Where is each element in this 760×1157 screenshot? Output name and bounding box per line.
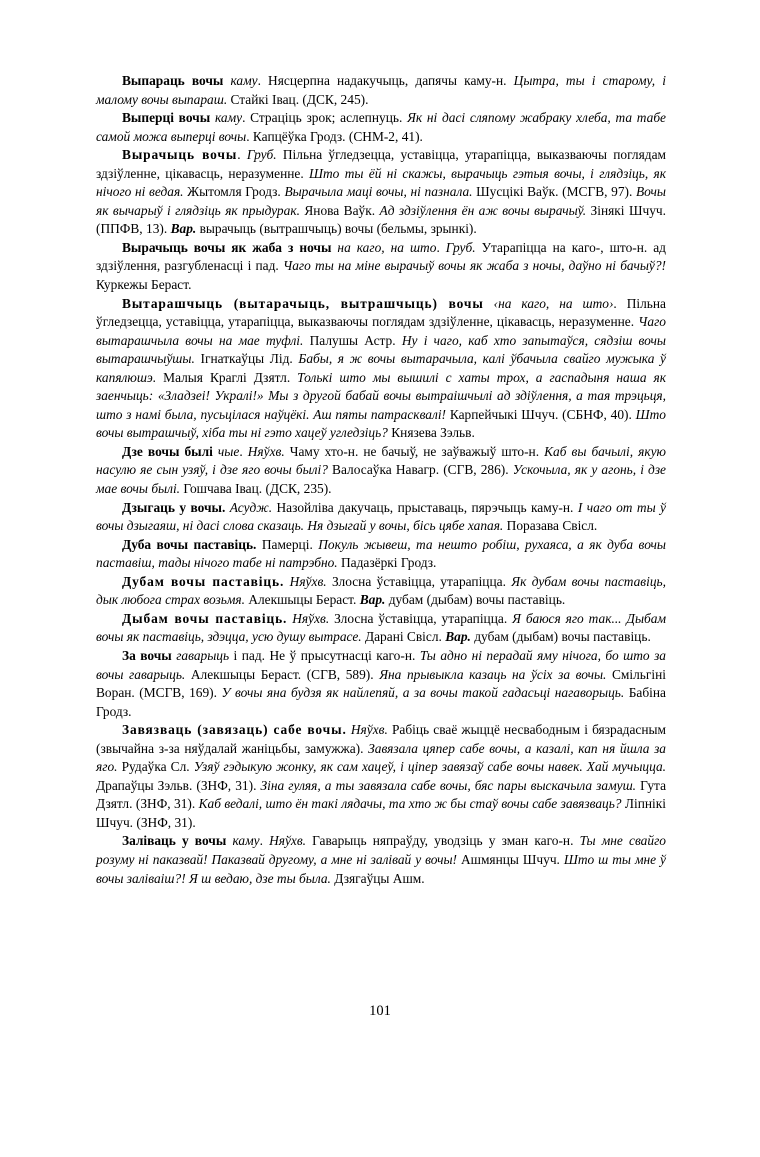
entry-italic-text: Каб вы бачылі, якую насулю яе сын узяў, і дзе яго вочы былі? <box>96 443 666 478</box>
entry-roman-text: Зінякі Шчуч. (ППФВ, 13). <box>96 202 666 237</box>
dictionary-entry <box>96 647 666 721</box>
entry-italic-text: Зіна гуляя, а ты завязала сабе вочы, бяс пары выскачыла замуш. <box>260 777 637 793</box>
entry-italic-text: Што ты ёй ні скажы, вырачыць гэтыя вочы, і глядзіць, як нічого ні ведая. <box>96 165 666 200</box>
entry-italic-text: каму <box>210 110 243 126</box>
entry-headword: Вырачыць вочы <box>122 147 238 163</box>
entry-roman-text: Назойліва дакучаць, прыставаць, пярэчыць каму-н. <box>272 499 578 515</box>
entry-italic-text: Няўхв. <box>247 443 285 459</box>
dictionary-entry <box>96 239 666 295</box>
entry-roman-text: Янова Ваўк. <box>299 202 380 218</box>
entry-roman-text: Карпейчыкі Шчуч. (СБНФ, 40). <box>446 406 636 422</box>
entry-roman-text: Ліпнікі Шчуч. (ЗНФ, 31). <box>96 796 666 830</box>
entry-italic-text: Ты мне свайго розуму ні паказвай! Паказвай другому, а мне ні залівай у вочы! <box>96 833 666 867</box>
dictionary-entry <box>96 573 666 610</box>
entry-italic-text: ‹на каго, на што› <box>483 295 614 311</box>
entry-italic-text: Няўхв. <box>269 833 307 849</box>
entry-variant-label: Вар. <box>170 221 197 237</box>
entry-headword: Дзыгаць у вочы. <box>122 499 226 515</box>
dictionary-entry <box>96 295 666 443</box>
entry-roman-text: Злосна ўставіцца, утарапіцца. <box>326 573 512 589</box>
entry-italic-text: чые <box>212 443 240 459</box>
entry-italic-text: Ускочыла, як у агонь, і дзе мае вочы былі. <box>96 462 666 497</box>
entry-headword: Вырачыць вочы як жаба з ночы <box>122 239 332 255</box>
entry-roman-text: Палушы Астр. <box>303 332 402 348</box>
entry-italic-text: І чаго от ты ў вочы дзыгаяш, ні дасі слова сказаць. Ня дзыгай у вочы, бісь цябе хапая. <box>96 499 666 534</box>
dictionary-entry <box>96 443 666 499</box>
entry-italic-text: Няўхв. <box>350 722 388 738</box>
entry-italic-text: Вырачыла маці вочы, ні пазнала. <box>284 184 473 200</box>
entry-roman-text: . <box>259 833 270 849</box>
entry-roman-text: Гута Дзятл. (ЗНФ, 31). <box>96 777 667 812</box>
entry-roman-text: дубам (дыбам) вочы паставіць. <box>385 592 566 608</box>
entry-italic-text: Ты адно ні перадай яму нічога, бо што за вочы гаварыць. <box>96 647 666 682</box>
entry-headword: Дыбам вочы паставіць. <box>122 610 288 626</box>
entry-italic-text: Чаго вытарашчыла вочы на мае туфлі. <box>96 314 666 348</box>
entry-roman-text: Дзягаўцы Ашм. <box>330 870 425 886</box>
entry-headword: Заліваць у вочы <box>122 833 227 849</box>
entry-italic-text: Ад здзіўлення ён аж вочы вырачыў. <box>379 202 587 218</box>
entry-roman-text: . <box>436 239 446 255</box>
dictionary-entry <box>96 72 666 109</box>
dictionary-entry <box>96 536 666 573</box>
entry-headword: Выпараць вочы <box>122 73 224 88</box>
entry-italic-text: Няўхв. <box>292 610 330 626</box>
entry-italic-text: Чаго ты на міне вырачыў вочы як жаба з ночы, даўно ні бачыў?! <box>283 258 667 274</box>
entry-italic-text: Груб. <box>246 147 277 163</box>
entry-italic-text: Яна прывыкла казаць на ўсіх за вочы. <box>379 666 607 682</box>
entry-roman-text: Гаварыць няпраўду, уводзіць у зман каго-н. <box>306 833 580 849</box>
entry-headword: Дубам вочы паставіць. <box>122 573 285 589</box>
dictionary-entry <box>96 499 666 536</box>
entry-roman-text: . Пільна ўгледзецца, уставіцца, утарапіцца, выказваючы поглядам здзіўленне, цікавасць, неразуменне. <box>96 295 666 330</box>
entry-roman-text: Драпаўцы Зэльв. (ЗНФ, 31). <box>96 777 261 793</box>
entry-italic-text: каму <box>223 73 258 88</box>
entry-roman-text: Алекшыцы Бераст. (СГВ, 589). <box>185 666 380 682</box>
entry-italic-text: Як ні дасі сляпому жабраку хлеба, та табе самой можа выперці вочы <box>96 110 667 144</box>
entry-roman-text: Ашмянцы Шчуч. <box>457 851 564 867</box>
entries-container <box>96 72 666 888</box>
entry-roman-text: . Страціць зрок; аслепнуць. <box>242 110 408 126</box>
entry-roman-text: Гошчава Івац. (ДСК, 235). <box>180 481 332 497</box>
entry-roman-text: Стайкі Івац. (ДСК, 245). <box>227 91 369 107</box>
entry-roman-text: . <box>237 147 247 163</box>
entry-roman-text: . Капцёўка Гродз. (СНМ-2, 41). <box>246 128 423 144</box>
entry-italic-text: Асудж. <box>229 499 273 515</box>
entry-roman-text: і пад. Не ў прысутнасці каго-н. <box>229 647 420 663</box>
entry-roman-text: Пільна ўгледзецца, уставіцца, утарапіцца, выказваючы поглядам здзіўленне, цікавасць, неразуменне. <box>96 147 666 181</box>
dictionary-entry <box>96 146 666 239</box>
entry-italic-text: Бабы, я ж вочы вытарачыла, калі ўбачыла свайго мужыка ў капялюшэ. <box>96 351 666 385</box>
entry-roman-text: Бабіна Гродз. <box>96 685 667 719</box>
entry-italic-text: Толькі што мы вышилі с хаты трох, а гаспадыня наша як заенчыць: «Зладзеі! Укралі!» Мы з другой бабай вочы вытраішчылі ад здіўлення, а тая трэцьця, што з намі была, пусьцілася наўцёкі. Аш пяты патрасквалі! <box>96 369 666 422</box>
entry-roman-text: Ігнаткаўцы Лід. <box>194 351 299 367</box>
entry-headword: Завязваць (завязаць) сабе вочы. <box>122 722 347 738</box>
entry-italic-text: каму <box>226 833 260 849</box>
entry-roman-text: . Нясцерпна надакучыць, дапячы каму-н. <box>257 73 514 88</box>
entry-italic-text: Няўхв. <box>289 573 327 589</box>
entry-italic-text: У вочы яна будзя як найлепяй, а за вочы такой гадасьці нагаворыць. <box>221 685 625 701</box>
entry-roman-text: Смільгіні Воран. (МСГВ, 169). <box>96 666 666 701</box>
entry-roman-text: Князева Зэльв. <box>387 425 475 441</box>
entry-headword: Дуба вочы паставіць. <box>122 536 257 552</box>
entry-roman-text: Поразава Свісл. <box>503 518 598 534</box>
entry-headword: Вытарашчыць (вытарачыць, вытрашчыць) вочы <box>122 295 484 311</box>
entry-italic-text: Што вочы вытрашчыў, хіба ты ні гэто хацеў угледзіць? <box>96 406 666 441</box>
entry-italic-text: Я баюся яго так... Дыбам вочы як паставіць, здэцца, усю душу вытрасе. <box>96 610 666 645</box>
entry-italic-text: Што ш ты мне ў вочы заліваіш?! Я ш ведаю, дзе ты была. <box>96 851 666 886</box>
entry-roman-text: Памерці. <box>256 536 319 552</box>
entry-headword: Дзе вочы былі <box>122 443 213 459</box>
entry-italic-text: Покуль жывеш, та нешто робіш, рухаяса, а як дуба вочы паставіш, тады нічого табе ні патрэбно. <box>96 536 666 571</box>
entry-roman-text: Рабіць сваё жыццё несвабодным і бязрадасным (звычайна з-за няўдалай жаніцьбы, замужжа). <box>96 722 666 756</box>
entry-roman-text: вырачыць (вытрашчыць) вочы (бельмы, зрынкі). <box>196 221 477 237</box>
entry-roman-text: Злосна ўставіцца, утарапіцца. <box>329 610 513 626</box>
entry-italic-text: Ну і чаго, каб хто запытаўся, сядзіш вочы вытарашчыўшы. <box>96 332 666 367</box>
entry-italic-text: гаварыць <box>171 647 230 663</box>
entry-roman-text: Утарапіцца на каго-, што-н. ад здзіўлення, разгубленасці і пад. <box>96 239 667 274</box>
entry-roman-text: Алекшыцы Бераст. <box>244 592 360 608</box>
entry-headword: За вочы <box>122 647 172 663</box>
entry-roman-text: Падазёркі Гродз. <box>337 555 437 571</box>
dictionary-entry <box>96 610 666 647</box>
entry-italic-text: Вочы як вычарыў і глядзіць як прыдурак. <box>96 184 666 218</box>
entry-variant-label: Вар. <box>445 629 471 645</box>
entry-roman-text: Рудаўка Сл. <box>117 759 194 775</box>
dictionary-entry <box>96 109 666 146</box>
entry-italic-text: Цытра, ты і старому, і малому вочы выпараш. <box>96 73 666 107</box>
entry-roman-text: . <box>239 443 248 459</box>
entry-italic-text: Як дубам вочы паставіць, дык любога страх возьмя. <box>96 573 666 608</box>
entry-italic-text: Груб. <box>445 239 476 255</box>
entry-headword: Выперці вочы <box>122 110 211 126</box>
dictionary-entry <box>96 832 666 888</box>
entry-roman-text: Жытомля Гродз. <box>183 184 285 200</box>
entry-italic-text: на каго, на што <box>331 239 437 255</box>
entry-roman-text: Чаму хто-н. не бачыў, не заўважыў што-н. <box>284 443 545 459</box>
entry-roman-text: Дарані Свісл. <box>361 629 446 645</box>
dictionary-entry <box>96 721 666 832</box>
entry-italic-text: Завязала цяпер сабе вочы, а казалі, кап ня йшла за яго. <box>96 740 667 775</box>
entry-roman-text: Куркежы Бераст. <box>96 277 192 293</box>
page-number: 101 <box>369 1003 391 1019</box>
entry-roman-text: Валосаўка Навагр. (СГВ, 286). <box>327 462 513 478</box>
entry-roman-text: Шусцікі Ваўк. (МСГВ, 97). <box>472 184 636 200</box>
entry-roman-text: Малыя Краглі Дзятл. <box>156 369 298 385</box>
entry-italic-text: Каб ведалі, што ён такі лядачы, та хто ж бы стаў вочы сабе завязваць? <box>198 796 622 812</box>
entry-variant-label: Вар. <box>359 592 386 608</box>
entry-roman-text: дубам (дыбам) вочы паставіць. <box>470 629 651 645</box>
entry-italic-text: Узяў гэдыкую жонку, як сам хацеў, і ціпер завязаў сабе вочы навек. Хай мучыцца. <box>193 759 666 775</box>
